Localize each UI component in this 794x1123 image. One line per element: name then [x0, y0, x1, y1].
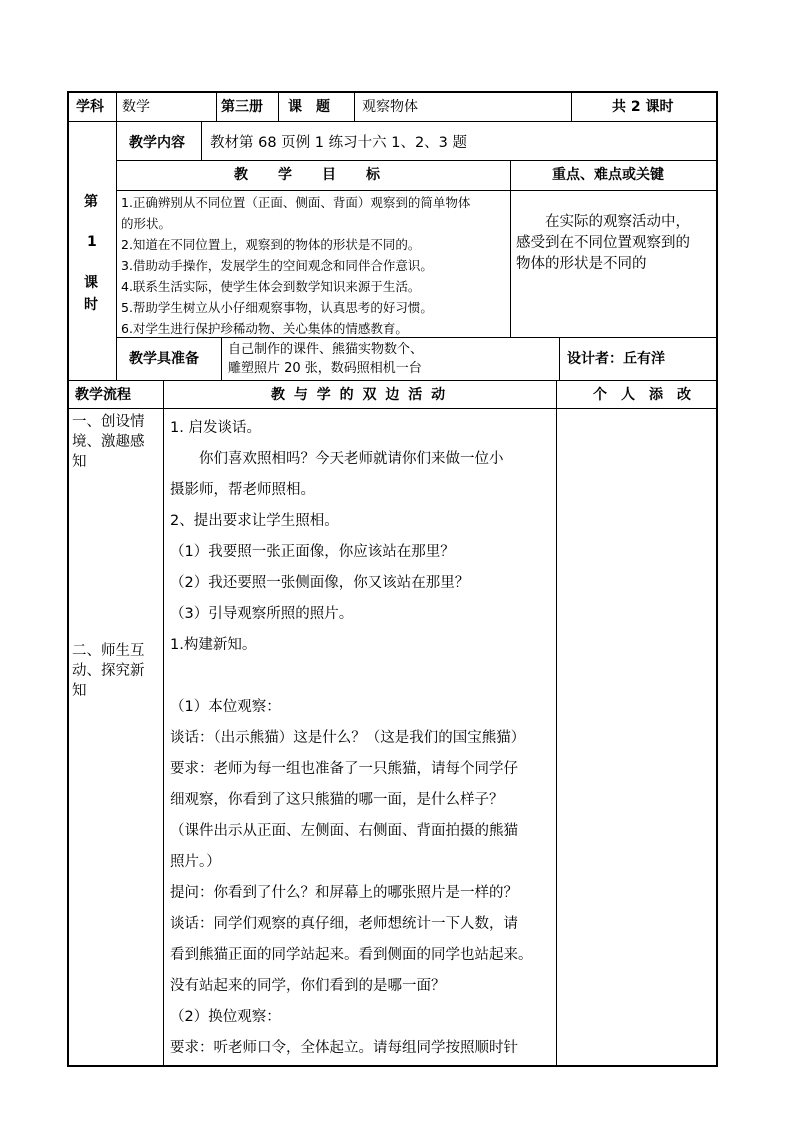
activity-line: 没有站起来的同学，你们看到的是哪一面？: [170, 978, 446, 994]
subject-label: 学科: [76, 99, 104, 115]
materials-line: 自己制作的课件、熊猫实物数个、: [228, 342, 424, 357]
activity-line: （1）本位观察：: [170, 699, 281, 715]
total-hours: 共 2 课时: [612, 99, 674, 115]
objectives-header: 教 学 目 标: [234, 167, 388, 183]
rule-materials-bottom: [67, 380, 718, 381]
objective-line: 3.借助动手操作，发展学生的空间观念和同伴合作意识。: [121, 258, 433, 273]
flow-col-notes: 个 人 添 改: [593, 387, 691, 403]
activity-line: （3）引导观察所照的照片。: [170, 606, 354, 622]
subject-value: 数学: [122, 99, 150, 115]
rule-objective-header-bottom: [117, 190, 718, 191]
rule-materials-label: [221, 337, 222, 380]
activity-line: （2）我还要照一张侧面像，你又该站在那里？: [170, 575, 470, 591]
content-label: 教学内容: [129, 135, 185, 151]
objective-line: 1.正确辨别从不同位置（正面、侧面、背面）观察到的简单物体: [121, 195, 471, 210]
rule-flow-col2: [556, 380, 557, 1067]
key-points-text: [516, 212, 690, 275]
rule-lesson-col: [116, 121, 117, 380]
border-right: [716, 91, 718, 1067]
materials-text: [228, 340, 423, 378]
key-point-line: 物体的形状是不同的: [516, 256, 647, 272]
rule-v4: [354, 91, 355, 121]
key-point-line: 感受到在不同位置观察到的: [516, 235, 690, 251]
topic-label: 课 题: [288, 99, 330, 115]
topic-value: 观察物体: [362, 99, 418, 115]
lesson-marker-char: 1: [87, 234, 97, 250]
activity-line: 要求：老师为每一组也准备了一只熊猫，请每个同学仔: [170, 761, 518, 777]
rule-flow-header-bottom: [67, 408, 718, 409]
activity-line: 照片。）: [170, 854, 221, 870]
stage-line: 二、师生互: [72, 643, 145, 659]
flow-col-activities: 教 与 学 的 双 边 活 动: [271, 387, 448, 403]
designer: 设计者：丘有洋: [567, 351, 665, 367]
stage-line: 一、创设情: [72, 414, 145, 430]
materials-line: 雕塑照片 20 张，数码照相机一台: [228, 361, 422, 376]
volume-label: 第三册: [221, 99, 263, 115]
key-points-header: 重点、难点或关键: [552, 167, 664, 183]
objective-line: 6.对学生进行保护珍稀动物、关心集体的情感教育。: [121, 321, 408, 336]
content-value: 教材第 68 页例 1 练习十六 1、2、3 题: [210, 135, 468, 151]
rule-content-label: [201, 121, 202, 160]
activity-line: （课件出示从正面、左侧面、右侧面、背面拍摄的熊猫: [170, 823, 518, 839]
stage-line: 知: [72, 683, 87, 699]
rule-v1: [116, 91, 117, 121]
rule-v5: [571, 91, 572, 121]
activity-line: 1.构建新知。: [170, 637, 257, 653]
activity-line: 谈话：（出示熊猫）这是什么？（这是我们的国宝熊猫）: [170, 730, 526, 746]
stage-line: 动、探究新: [72, 663, 145, 679]
activity-line: [170, 661, 533, 692]
border-top: [67, 91, 718, 93]
activity-line: 摄影师，帮老师照相。: [170, 482, 315, 498]
objective-line: 2.知道在不同位置上，观察到的物体的形状是不同的。: [121, 237, 421, 252]
activity-line: 你们喜欢照相吗？今天老师就请你们来做一位小: [170, 451, 504, 467]
rule-content-bottom: [117, 160, 718, 161]
rule-materials-designer: [559, 337, 560, 380]
key-point-line: 在实际的观察活动中，: [516, 214, 690, 230]
stage-1: [72, 412, 145, 472]
border-left: [67, 91, 69, 1067]
objective-line: 4.联系生活实际，使学生体会到数学知识来源于生活。: [121, 279, 421, 294]
stage-line: 知: [72, 454, 87, 470]
objectives-list: [121, 192, 470, 339]
materials-label: 教学具准备: [129, 351, 199, 367]
rule-v2: [216, 91, 217, 121]
activity-line: 2、提出要求让学生照相。: [170, 513, 339, 529]
rule-v3: [278, 91, 279, 121]
stage-line: 境、激趣感: [72, 434, 145, 450]
activity-line: 细观察，你看到了这只熊猫的哪一面，是什么样子？: [170, 792, 504, 808]
flow-col-stage: 教学流程: [75, 387, 131, 403]
activity-line: （1）我要照一张正面像，你应该站在那里？: [170, 544, 455, 560]
activity-line: 谈话：同学们观察的真仔细，老师想统计一下人数，请: [170, 916, 518, 932]
rule-objectives-divider: [510, 160, 511, 337]
lesson-marker-char: 第: [84, 194, 98, 210]
stage-2: [72, 641, 145, 701]
rule-flow-col1: [163, 380, 164, 1067]
activity-line: （2）换位观察：: [170, 1009, 281, 1025]
objective-line: 5.帮助学生树立从小仔细观察事物，认真思考的好习惯。: [121, 300, 433, 315]
lesson-marker-char: 时: [84, 297, 98, 313]
activity-text: [170, 413, 533, 1064]
activity-line: 要求：听老师口令，全体起立。请每组同学按照顺时针: [170, 1040, 518, 1056]
lesson-marker-char: 课: [84, 275, 98, 291]
activity-line: 看到熊猫正面的同学站起来。看到侧面的同学也站起来。: [170, 947, 533, 963]
border-bottom: [67, 1065, 718, 1067]
objective-line: 的形状。: [121, 216, 172, 231]
activity-line: 1. 启发谈话。: [170, 420, 261, 436]
activity-line: 提问：你看到了什么？和屏幕上的哪张照片是一样的？: [170, 885, 518, 901]
rule-header-bottom: [67, 121, 718, 122]
